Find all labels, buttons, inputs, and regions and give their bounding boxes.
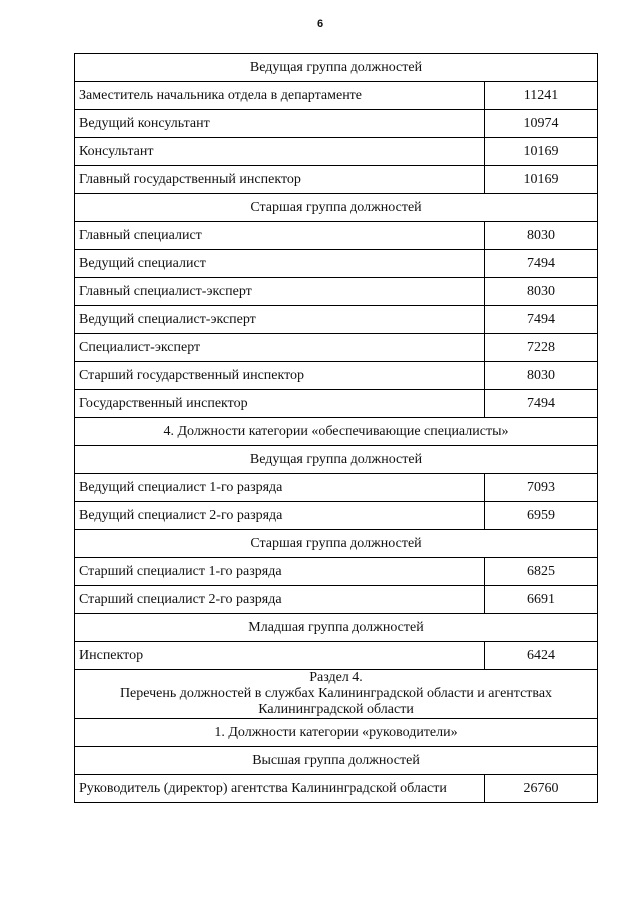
group-header-row (75, 530, 598, 558)
group-header: Ведущая группа должностей (75, 54, 598, 82)
position-row (75, 306, 598, 334)
position-row (75, 110, 598, 138)
position-row (75, 586, 598, 614)
group-header: Младшая группа должностей (75, 614, 598, 642)
group-header: Старшая группа должностей (75, 530, 598, 558)
page-number: 6 (316, 18, 324, 30)
position-name: Ведущий специалист-эксперт (75, 306, 485, 334)
salary-value: 7228 (485, 334, 598, 362)
position-name: Ведущий консультант (75, 110, 485, 138)
salary-table (74, 53, 598, 803)
position-name: Старший государственный инспектор (75, 362, 485, 390)
group-header: Старшая группа должностей (75, 194, 598, 222)
group-header: Высшая группа должностей (75, 747, 598, 775)
position-name: Ведущий специалист 1-го разряда (75, 474, 485, 502)
position-name: Инспектор (75, 642, 485, 670)
salary-value: 8030 (485, 362, 598, 390)
salary-value: 7494 (485, 250, 598, 278)
group-header-row (75, 446, 598, 474)
position-name: Ведущий специалист 2-го разряда (75, 502, 485, 530)
salary-value: 10169 (485, 166, 598, 194)
group-header-row (75, 418, 598, 446)
salary-value: 26760 (485, 775, 598, 803)
position-row (75, 334, 598, 362)
salary-value: 8030 (485, 278, 598, 306)
salary-value: 11241 (485, 82, 598, 110)
salary-value: 7494 (485, 306, 598, 334)
salary-value: 8030 (485, 222, 598, 250)
position-name: Ведущий специалист (75, 250, 485, 278)
position-name: Старший специалист 1-го разряда (75, 558, 485, 586)
group-header-row (75, 194, 598, 222)
position-name: Главный государственный инспектор (75, 166, 485, 194)
section-header (75, 670, 598, 719)
position-row (75, 474, 598, 502)
section-header-line: Калининградской области (258, 702, 414, 717)
position-row (75, 558, 598, 586)
salary-value: 6424 (485, 642, 598, 670)
salary-value: 6825 (485, 558, 598, 586)
section-header-row (75, 670, 598, 719)
salary-value: 7494 (485, 390, 598, 418)
position-name: Консультант (75, 138, 485, 166)
position-row (75, 250, 598, 278)
group-header: Ведущая группа должностей (75, 446, 598, 474)
salary-table-body (75, 54, 598, 803)
position-row (75, 166, 598, 194)
section-header-line: Перечень должностей в службах Калининградской области и агентствах (119, 686, 553, 701)
position-row (75, 642, 598, 670)
group-header-row (75, 614, 598, 642)
group-header-row (75, 54, 598, 82)
position-row (75, 502, 598, 530)
salary-value: 7093 (485, 474, 598, 502)
group-header-row (75, 747, 598, 775)
position-name: Главный специалист (75, 222, 485, 250)
group-header: 4. Должности категории «обеспечивающие специалисты» (75, 418, 598, 446)
group-header-row (75, 719, 598, 747)
position-name: Специалист-эксперт (75, 334, 485, 362)
group-header: 1. Должности категории «руководители» (75, 719, 598, 747)
position-name: Руководитель (директор) агентства Калининградской области (75, 775, 485, 803)
position-row (75, 390, 598, 418)
position-row (75, 362, 598, 390)
position-row (75, 82, 598, 110)
position-name: Заместитель начальника отдела в департаменте (75, 82, 485, 110)
salary-value: 6691 (485, 586, 598, 614)
position-row (75, 775, 598, 803)
position-row (75, 138, 598, 166)
salary-value: 6959 (485, 502, 598, 530)
salary-value: 10974 (485, 110, 598, 138)
position-row (75, 278, 598, 306)
position-name: Старший специалист 2-го разряда (75, 586, 485, 614)
section-header-line: Раздел 4. (309, 670, 363, 685)
position-row (75, 222, 598, 250)
position-name: Государственный инспектор (75, 390, 485, 418)
salary-value: 10169 (485, 138, 598, 166)
position-name: Главный специалист-эксперт (75, 278, 485, 306)
